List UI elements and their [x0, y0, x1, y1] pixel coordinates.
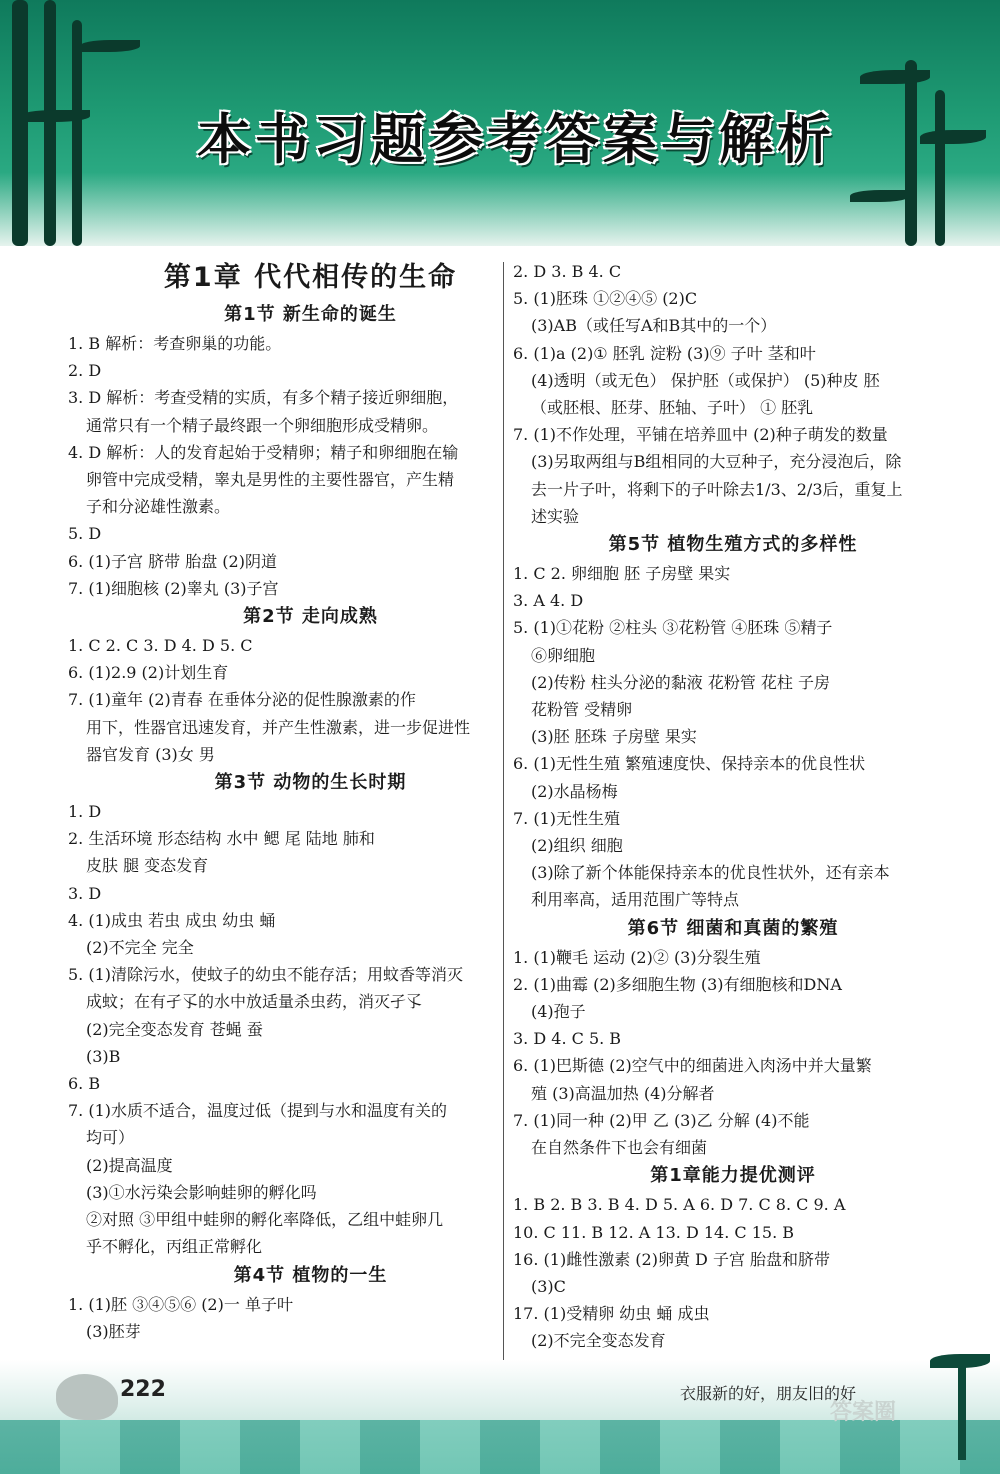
- answer-line: 3. D 4. C 5. B: [513, 1029, 622, 1049]
- answer-line: (2)不完全 完全: [86, 938, 194, 958]
- answer-line: 5. (1)①花粉 ②柱头 ③花粉管 ④胚珠 ⑤精子: [513, 618, 833, 638]
- answer-line: 1. C 2. 卵细胞 胚 子房壁 果实: [513, 564, 731, 584]
- answer-line: 1. B 解析：考查卵巢的功能。: [68, 334, 282, 353]
- bamboo-leaf: [860, 70, 930, 84]
- answer-line: 均可）: [86, 1128, 135, 1148]
- answer-line: 3. D 解析：考查受精的实质，有多个精子接近卵细胞，: [68, 388, 459, 408]
- section-heading: 第6节 细菌和真菌的繁殖: [627, 917, 839, 939]
- answer-line: 4. (1)成虫 若虫 成虫 幼虫 蛹: [68, 910, 276, 930]
- answer-line: 子和分泌雄性激素。: [86, 497, 231, 517]
- answer-line: (3)B: [86, 1046, 121, 1066]
- answer-line: 10. C 11. B 12. A 13. D 14. C 15. B: [513, 1222, 794, 1242]
- answer-line: 在自然条件下也会有细菌: [531, 1138, 708, 1158]
- section-heading: 第1节 新生命的诞生: [224, 304, 397, 325]
- palm-tree-icon: [958, 1360, 966, 1460]
- answer-line: 7. (1)水质不适合，温度过低（提到与水和温度有关的: [68, 1101, 448, 1121]
- seal-icon: [56, 1374, 118, 1420]
- answer-line: 去一片子叶，将剩下的子叶除去1/3、2/3后，重复上: [531, 479, 903, 499]
- answer-line: 1. B 2. B 3. B 4. D 5. A 6. D 7. C 8. C 9. A: [513, 1195, 846, 1215]
- answer-line: 2. (1)曲霉 (2)多细胞生物 (3)有细胞核和DNA: [513, 974, 842, 994]
- bamboo-stalk-right: [935, 90, 945, 246]
- answer-line: 7. (1)无性生殖: [513, 808, 621, 828]
- answer-line: (2)不完全变态发育: [531, 1331, 666, 1351]
- bamboo-stalk-right: [905, 60, 917, 246]
- answer-line: (2)水晶杨梅: [531, 781, 618, 801]
- section-heading: 第2节 走向成熟: [243, 606, 378, 628]
- bamboo-leaf: [920, 130, 986, 144]
- answer-line: 7. (1)不作处理，平铺在培养皿中 (2)种子萌发的数量: [513, 425, 888, 445]
- answer-line: 2. 生活环境 形态结构 水中 鳃 尾 陆地 肺和: [68, 829, 375, 849]
- answer-line: (2)提高温度: [86, 1155, 173, 1175]
- answer-line: 器官发育 (3)女 男: [86, 744, 215, 764]
- answer-line: 7. (1)细胞核 (2)睾丸 (3)子宫: [68, 578, 279, 598]
- left-column: [68, 258, 553, 1345]
- answer-line: 5. D: [68, 524, 102, 544]
- answer-line: 1. D: [68, 802, 102, 822]
- answer-line: (3)AB（或任写A和B其中的一个）: [531, 316, 777, 336]
- answer-line: (3)胚芽: [86, 1321, 141, 1341]
- bamboo-stalk-left: [44, 0, 56, 246]
- section-heading: 第4节 植物的一生: [233, 1264, 388, 1286]
- title-box: [196, 96, 836, 174]
- page-number: 222: [120, 1377, 166, 1402]
- header-banner: [0, 0, 1000, 246]
- answer-line: 花粉管 受精卵: [531, 700, 633, 720]
- answer-line: 述实验: [531, 506, 580, 526]
- answer-line: 6. (1)无性生殖 繁殖速度快、保持亲本的优良性状: [513, 754, 866, 774]
- answer-line: 6. B: [68, 1074, 101, 1094]
- answer-line: 乎不孵化，丙组正常孵化: [86, 1237, 263, 1257]
- answer-line: 1. C 2. C 3. D 4. D 5. C: [68, 636, 253, 656]
- answer-line: (3)C: [531, 1276, 566, 1296]
- answer-line: 6. (1)2.9 (2)计划生育: [68, 663, 229, 683]
- section-heading: 第3节 动物的生长时期: [214, 772, 407, 794]
- footer-motto: 衣服新的好，朋友旧的好: [680, 1384, 857, 1403]
- answer-line: 7. (1)同一种 (2)甲 乙 (3)乙 分解 (4)不能: [513, 1110, 810, 1130]
- answer-line: 6. (1)巴斯德 (2)空气中的细菌进入肉汤中并大量繁: [513, 1056, 872, 1076]
- answer-line: (2)完全变态发育 苍蝇 蚕: [86, 1019, 263, 1039]
- answer-line: （或胚根、胚芽、胚轴、子叶） ① 胚乳: [531, 398, 814, 418]
- answer-line: 16. (1)雌性激素 (2)卵黄 D 子宫 胎盘和脐带: [513, 1249, 831, 1269]
- answer-line: 卵管中完成受精，睾丸是男性的主要性器官，产生精: [86, 470, 455, 490]
- answer-line: 皮肤 腿 变态发育: [86, 856, 209, 876]
- answer-line: 5. (1)清除污水，使蚊子的幼虫不能存活；用蚊香等消灭: [68, 965, 464, 985]
- answer-line: (3)①水污染会影响蛙卵的孵化吗: [86, 1182, 317, 1202]
- bamboo-stalk-left: [12, 0, 28, 246]
- answer-line: 1. (1)胚 ③④⑤⑥ (2)一 单子叶: [68, 1294, 293, 1314]
- answer-line: (2)组织 细胞: [531, 836, 623, 856]
- answer-line: 利用率高，适用范围广等特点: [531, 890, 740, 910]
- answer-line: (3)胚 胚珠 子房壁 果实: [531, 727, 697, 747]
- answer-line: 3. D: [68, 883, 102, 903]
- bamboo-leaf: [850, 190, 910, 202]
- answer-line: ⑥卵细胞: [531, 645, 596, 665]
- right-column: [513, 258, 953, 1355]
- answer-line: 1. (1)鞭毛 运动 (2)② (3)分裂生殖: [513, 947, 761, 967]
- palm-leaf: [930, 1354, 990, 1368]
- answer-line: 殖 (3)高温加热 (4)分解者: [531, 1083, 715, 1103]
- bamboo-leaf: [20, 110, 90, 122]
- answer-line: (2)传粉 柱头分泌的黏液 花粉管 花柱 子房: [531, 672, 831, 692]
- answer-line: 用下，性器官迅速发育，并产生性激素，进一步促进性: [86, 717, 471, 737]
- answer-line: 17. (1)受精卵 幼虫 蛹 成虫: [513, 1304, 710, 1324]
- answer-line: 5. (1)胚珠 ①②④⑤ (2)C: [513, 289, 698, 309]
- answer-line: 6. (1)子宫 脐带 胎盘 (2)阴道: [68, 551, 277, 571]
- section-heading: 第5节 植物生殖方式的多样性: [608, 534, 858, 556]
- answer-line: 7. (1)童年 (2)青春 在垂体分泌的促性腺激素的作: [68, 690, 416, 710]
- page-title: 本书习题参考答案与解析: [197, 107, 835, 171]
- answer-line: 3. A 4. D: [513, 591, 584, 611]
- answer-line: (4)透明（或无色） 保护胚（或保护） (5)种皮 胚: [531, 370, 880, 390]
- answer-line: (3)除了新个体能保持亲本的优良性状外，还有亲本: [531, 863, 890, 883]
- answer-line: (4)孢子: [531, 1002, 586, 1022]
- wave-decoration: [0, 1420, 1000, 1474]
- answer-line: 6. (1)a (2)① 胚乳 淀粉 (3)⑨ 子叶 茎和叶: [513, 343, 816, 363]
- watermark-logo: 答案圈: [830, 1400, 897, 1425]
- answer-line: ②对照 ③甲组中蛙卵的孵化率降低，乙组中蛙卵几: [86, 1210, 444, 1230]
- chapter-heading: 第1章 代代相传的生命: [163, 262, 458, 293]
- answer-line: (3)另取两组与B组相同的大豆种子，充分浸泡后，除: [531, 452, 902, 472]
- answer-line: 成蚊；在有孑孓的水中放适量杀虫药，消灭孑孓: [86, 992, 423, 1012]
- bamboo-stalk-left: [72, 20, 82, 246]
- answer-line: 4. D 解析：人的发育起始于受精卵；精子和卵细胞在输: [68, 442, 459, 462]
- section-heading: 第1章能力提优测评: [650, 1165, 816, 1187]
- answer-line: 2. D: [68, 361, 102, 381]
- answer-line: 通常只有一个精子最终跟一个卵细胞形成受精卵。: [86, 415, 439, 435]
- answer-line: 2. D 3. B 4. C: [513, 262, 622, 281]
- bamboo-leaf: [80, 40, 140, 52]
